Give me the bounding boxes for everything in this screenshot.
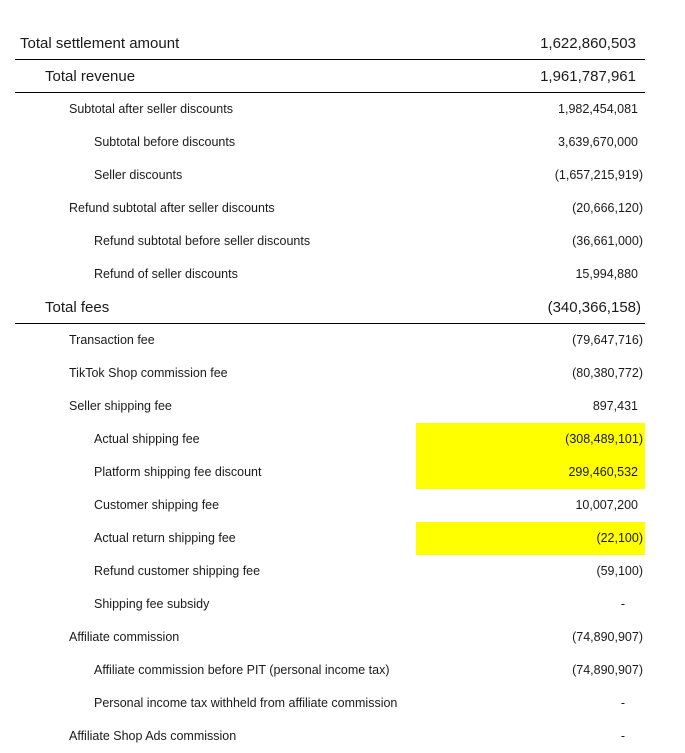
row-label: Shipping fee subsidy (94, 597, 210, 611)
row-label: Transaction fee (69, 333, 155, 347)
row-tiktok-shop-commission-fee (15, 357, 645, 390)
row-label: TikTok Shop commission fee (69, 366, 228, 380)
row-transaction-fee (15, 324, 645, 357)
row-label: Affiliate Shop Ads commission (69, 729, 237, 743)
row-value: 3,639,670,000 (558, 135, 638, 149)
row-label: Refund of seller discounts (94, 267, 238, 281)
row-label: Refund customer shipping fee (94, 564, 261, 578)
row-label: Actual shipping fee (94, 432, 200, 446)
row-refund-subtotal-after-seller-discounts (15, 192, 645, 225)
row-value: (79,647,716) (572, 333, 643, 347)
row-value: 1,622,860,503 (540, 35, 636, 52)
row-seller-discounts (15, 159, 645, 192)
row-label: Subtotal after seller discounts (69, 102, 233, 116)
row-label: Personal income tax withheld from affiliate commission (94, 696, 398, 710)
row-affiliate-commission-before-pit (15, 654, 645, 687)
row-label: Platform shipping fee discount (94, 465, 262, 479)
row-total-fees (15, 291, 645, 324)
row-value: (80,380,772) (572, 366, 643, 380)
row-value: - (620, 729, 625, 743)
row-value: 15,994,880 (575, 267, 638, 281)
row-seller-shipping-fee (15, 390, 645, 423)
row-label: Subtotal before discounts (94, 135, 236, 149)
row-total-settlement-amount (15, 27, 645, 60)
row-value: 897,431 (592, 399, 638, 413)
row-value: (74,890,907) (572, 663, 643, 677)
row-value: (36,661,000) (572, 234, 643, 248)
row-value: (59,100) (596, 564, 643, 578)
row-refund-of-seller-discounts (15, 258, 645, 291)
row-value: (340,366,158) (547, 299, 641, 316)
row-personal-income-tax-withheld (15, 687, 645, 720)
row-value: 1,961,787,961 (540, 68, 636, 85)
row-affiliate-commission (15, 621, 645, 654)
row-shipping-fee-subsidy (15, 588, 645, 621)
row-label: Total fees (45, 299, 110, 316)
row-platform-shipping-fee-discount (15, 456, 645, 489)
row-value: (20,666,120) (572, 201, 643, 215)
row-value: (1,657,215,919) (554, 168, 643, 182)
row-label: Refund subtotal after seller discounts (69, 201, 275, 215)
row-customer-shipping-fee (15, 489, 645, 522)
row-subtotal-before-discounts (15, 126, 645, 159)
row-affiliate-shop-ads-commission (15, 720, 645, 753)
row-value-highlighted: (22,100) (416, 522, 645, 555)
row-label: Affiliate commission (69, 630, 180, 644)
row-refund-subtotal-before-seller-discounts (15, 225, 645, 258)
row-subtotal-after-seller-discounts (15, 93, 645, 126)
row-label: Customer shipping fee (94, 498, 220, 512)
row-value: 1,982,454,081 (558, 102, 638, 116)
row-value-highlighted: 299,460,532 (416, 456, 645, 489)
row-value: (74,890,907) (572, 630, 643, 644)
row-refund-customer-shipping-fee (15, 555, 645, 588)
row-label: Total settlement amount (20, 35, 180, 52)
row-value: - (620, 597, 625, 611)
row-label: Refund subtotal before seller discounts (94, 234, 311, 248)
row-label: Affiliate commission before PIT (personal income tax) (94, 663, 390, 677)
row-value-highlighted: (308,489,101) (416, 423, 645, 456)
row-label: Total revenue (45, 68, 136, 85)
row-actual-shipping-fee (15, 423, 645, 456)
row-actual-return-shipping-fee (15, 522, 645, 555)
row-label: Seller shipping fee (69, 399, 172, 413)
row-total-revenue (15, 60, 645, 93)
row-label: Actual return shipping fee (94, 531, 236, 545)
row-value: 10,007,200 (575, 498, 638, 512)
row-label: Seller discounts (94, 168, 183, 182)
row-value: - (620, 696, 625, 710)
